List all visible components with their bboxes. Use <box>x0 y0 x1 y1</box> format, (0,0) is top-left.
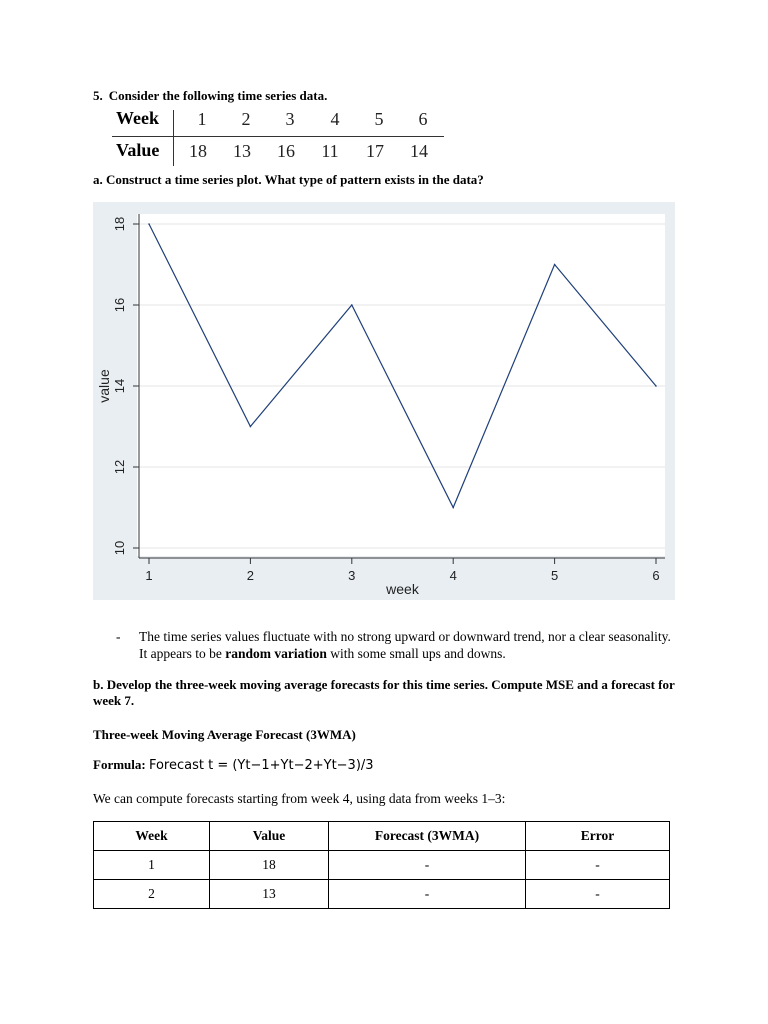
value-cell: 13 <box>233 141 251 161</box>
table-cell: - <box>329 880 526 909</box>
table-header-row <box>94 822 670 851</box>
table-cell: 1 <box>94 851 210 880</box>
value-cell: 17 <box>366 141 384 161</box>
table-cell: 2 <box>94 880 210 909</box>
y-tick-label: 14 <box>112 378 127 394</box>
table-row <box>94 851 670 880</box>
header-error: Error <box>526 822 670 851</box>
question-text: Consider the following time series data. <box>108 88 328 103</box>
x-tick-label: 4 <box>449 568 457 583</box>
table-cell: 13 <box>210 880 329 909</box>
x-tick-label: 5 <box>550 568 559 583</box>
value-cell: 11 <box>321 141 339 161</box>
y-tick-label: 10 <box>112 540 127 556</box>
x-axis-title: week <box>386 581 419 597</box>
y-tick-label: 18 <box>112 216 127 232</box>
week-cell: 1 <box>197 109 207 129</box>
header-value: Value <box>210 822 329 851</box>
value-cell: 18 <box>189 141 207 161</box>
part-b-question: b. Develop the three-week moving average forecasts for this time series. Compute MSE and a forecast for week 7. <box>93 677 675 708</box>
formula-label: Formula: <box>93 757 146 772</box>
y-tick-label: 12 <box>112 459 127 475</box>
intro-paragraph: We can compute forecasts starting from week 4, using data from weeks 1–3: <box>93 791 506 806</box>
formula-expression: Forecast t = (Yt−1+Yt−2+Yt−3)/3 <box>148 758 374 773</box>
week-row-label: Week <box>116 108 159 128</box>
week-cell: 6 <box>418 109 428 129</box>
value-row <box>112 138 444 168</box>
bullet-dash: - <box>116 629 121 644</box>
data-point <box>351 304 353 306</box>
chart-svg <box>93 202 675 600</box>
table-cell: - <box>329 851 526 880</box>
data-point <box>452 507 454 509</box>
x-tick-label: 6 <box>652 568 660 583</box>
answer-emphasis: random variation <box>225 646 327 661</box>
x-tick-label: 3 <box>348 568 356 583</box>
time-series-data-table <box>112 106 444 166</box>
formula-line <box>93 757 374 773</box>
section-title: Three-week Moving Average Forecast (3WMA) <box>93 727 356 742</box>
x-tick-label: 2 <box>246 568 255 583</box>
value-row-label: Value <box>116 140 160 160</box>
table-divider-horizontal <box>112 136 444 137</box>
time-series-chart <box>93 202 675 600</box>
plot-area <box>137 214 665 556</box>
question-5-heading <box>93 88 327 104</box>
week-row <box>112 106 444 136</box>
question-number: 5. <box>93 88 103 103</box>
value-cell: 14 <box>410 141 428 161</box>
table-cell: - <box>526 880 670 909</box>
data-point <box>250 426 252 428</box>
answer-text <box>139 628 679 662</box>
table-row <box>94 880 670 909</box>
answer-text-start: The time series values fluctuate with no strong upward or downward trend, nor a clear seasonality. It appears to be <box>139 629 671 661</box>
y-axis-title: value <box>96 369 112 403</box>
part-a-question: a. Construct a time series plot. What type of pattern exists in the data? <box>93 172 484 187</box>
table-cell: 18 <box>210 851 329 880</box>
forecast-table <box>93 821 670 909</box>
y-tick-label: 16 <box>112 297 127 313</box>
data-point <box>554 264 556 266</box>
header-forecast: Forecast (3WMA) <box>329 822 526 851</box>
week-cell: 5 <box>374 109 384 129</box>
x-tick-label: 1 <box>145 568 153 583</box>
week-cell: 2 <box>241 109 251 129</box>
table-cell: - <box>526 851 670 880</box>
week-cell: 3 <box>285 109 295 129</box>
answer-text-end: with some small ups and downs. <box>326 646 506 661</box>
data-point <box>655 385 657 387</box>
week-cell: 4 <box>330 109 340 129</box>
value-cell: 16 <box>277 141 295 161</box>
header-week: Week <box>94 822 210 851</box>
data-point <box>148 223 150 225</box>
